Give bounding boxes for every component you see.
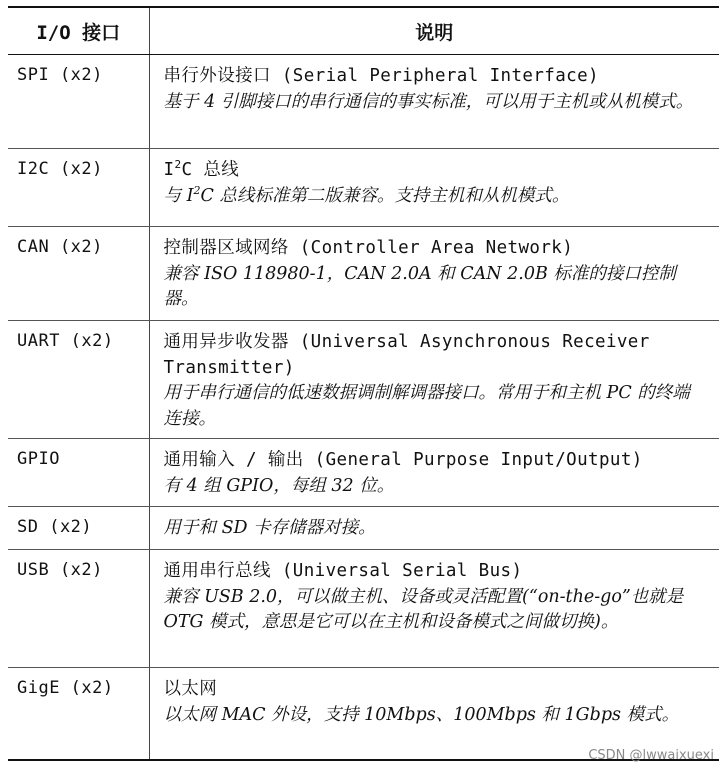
interface-detail: 与 $I^2C$ 总线标准第二版兼容。支持主机和从机模式。: [163, 183, 570, 206]
interface-detail: 用于串行通信的低速数据调制解调器接口。常用于和主机 PC 的终端连接。: [163, 383, 690, 429]
table-row: [8, 550, 719, 668]
interface-title: 通用异步收发器 (Universal Asynchronous Receiver Transmitter): [163, 332, 650, 378]
table-row: [8, 227, 719, 321]
interface-description: [149, 55, 719, 149]
interface-detail: 用于和 SD 卡存储器对接。: [163, 518, 376, 538]
interface-description: [149, 668, 719, 760]
interface-title: 控制器区域网络 (Controller Area Network): [163, 238, 574, 258]
interface-name: SPI (x2): [8, 55, 149, 149]
interface-description: [149, 321, 719, 439]
table-row: [8, 439, 719, 507]
interface-description: [149, 550, 719, 668]
interface-detail: 以太网 MAC 外设，支持 10Mbps、100Mbps 和 1Gbps 模式。: [163, 704, 680, 725]
interface-description: [149, 439, 719, 507]
interface-description: [149, 149, 719, 227]
interface-title: $I^2C$ 总线: [163, 158, 240, 180]
io-interface-table: [8, 6, 719, 761]
interface-detail: 基于 4 引脚接口的串行通信的事实标准，可以用于主机或从机模式。: [163, 91, 694, 112]
table-row: [8, 507, 719, 550]
header-description: 说明: [149, 7, 719, 55]
table-row: [8, 668, 719, 760]
table-row: [8, 149, 719, 227]
interface-name: GigE (x2): [8, 668, 149, 760]
interface-title: 通用输入 / 输出 (General Purpose Input/Output): [163, 450, 643, 470]
interface-name: SD (x2): [8, 507, 149, 550]
interface-name: GPIO: [8, 439, 149, 507]
interface-detail: 兼容 USB 2.0，可以做主机、设备或灵活配置(“on-the-go”也就是 OTG 模式，意思是它可以在主机和设备模式之间做切换)。: [163, 586, 684, 632]
table-row: [8, 55, 719, 149]
interface-detail: 有 4 组 GPIO，每组 32 位。: [163, 475, 395, 496]
watermark: CSDN @lwwaixuexi: [588, 748, 714, 763]
interface-title: 通用串行总线 (Universal Serial Bus): [163, 561, 523, 581]
interface-description: [149, 227, 719, 321]
interface-name: CAN (x2): [8, 227, 149, 321]
interface-title: 串行外设接口 (Serial Peripheral Interface): [163, 66, 599, 86]
interface-name: I2C (x2): [8, 149, 149, 227]
interface-description: [149, 507, 719, 550]
table-header-row: [8, 7, 719, 55]
interface-title: 以太网: [163, 679, 218, 699]
interface-name: UART (x2): [8, 321, 149, 439]
interface-name: USB (x2): [8, 550, 149, 668]
header-interface: I/O 接口: [8, 7, 149, 55]
interface-detail: 兼容 ISO 118980-1，CAN 2.0A 和 CAN 2.0B 标准的接口控制器。: [163, 263, 676, 309]
table-row: [8, 321, 719, 439]
